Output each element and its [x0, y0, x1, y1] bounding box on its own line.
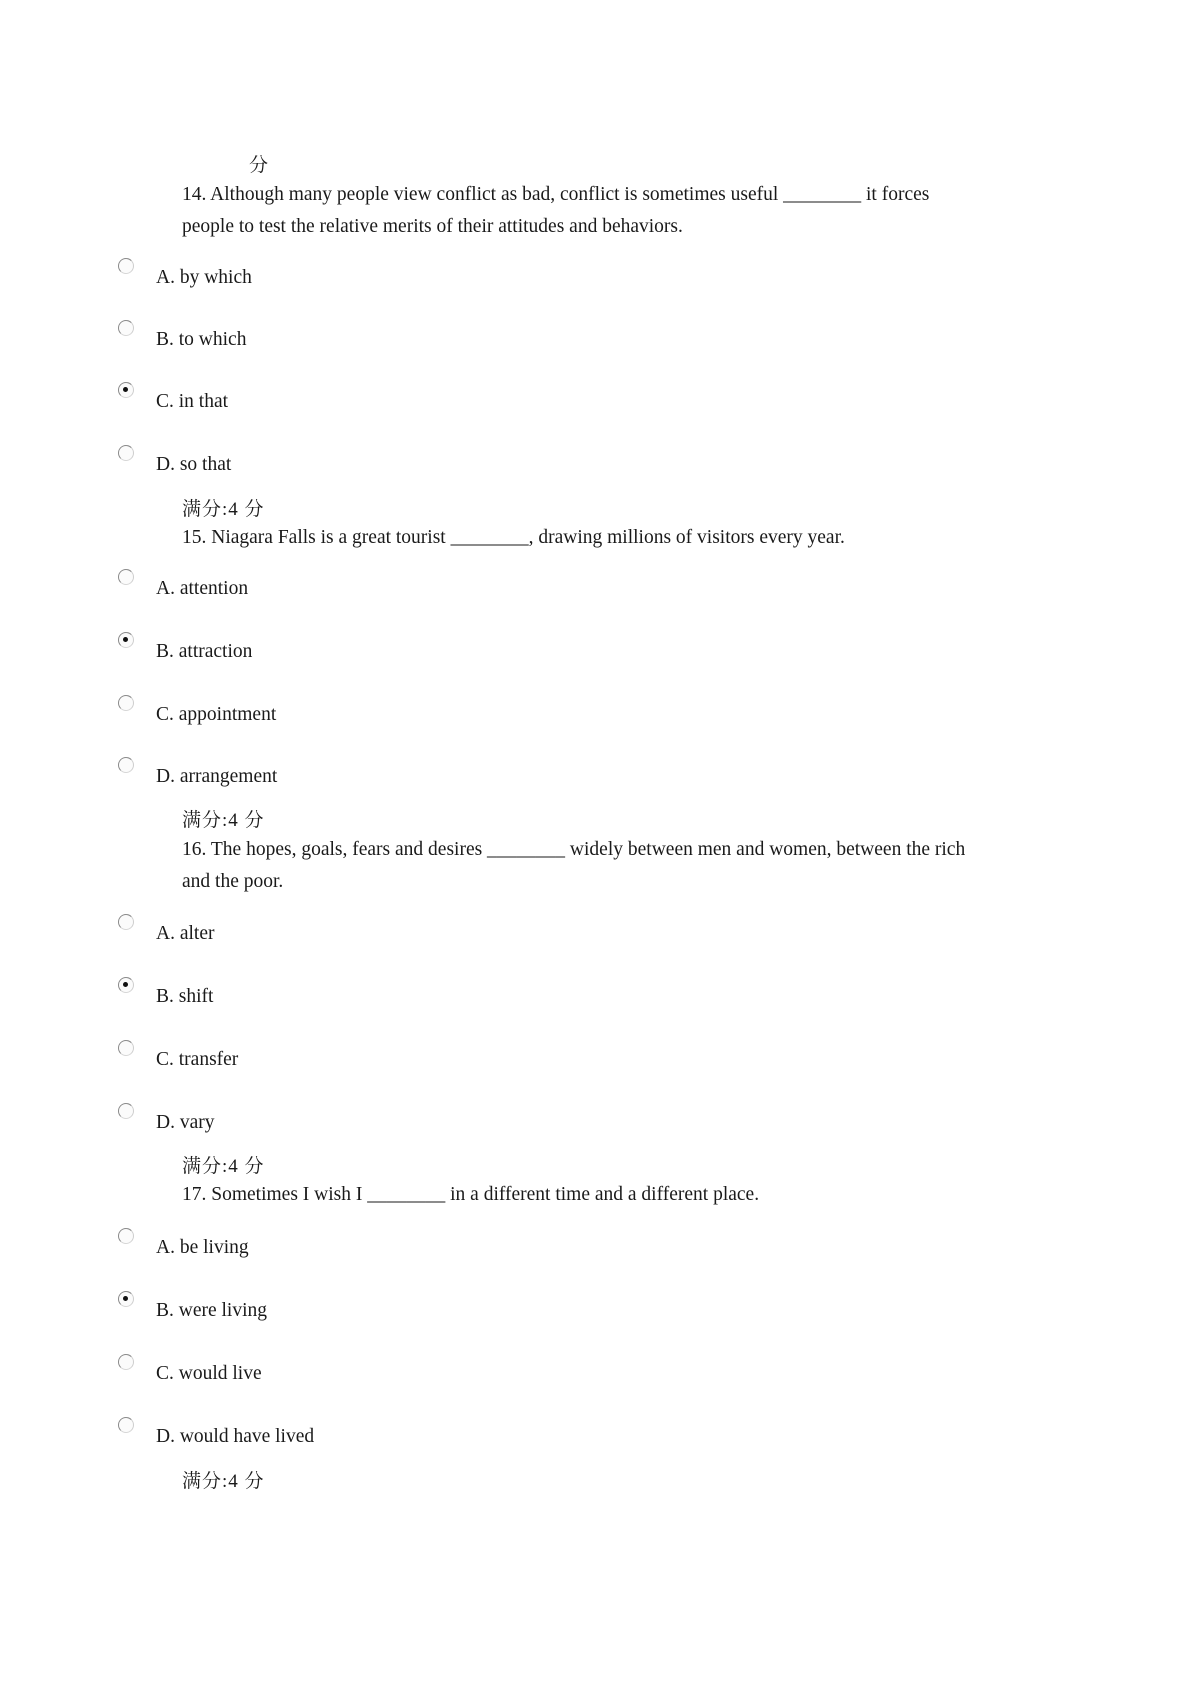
q15-option-a-label[interactable]: A. attention: [156, 578, 249, 599]
q17-score: 满分:4 分: [182, 1471, 265, 1492]
q17-option-c-label[interactable]: C. would live: [156, 1363, 262, 1384]
q16-option-b-label[interactable]: B. shift: [156, 986, 214, 1007]
q17-option-c-radio[interactable]: [118, 1354, 134, 1370]
q15-option-c-radio[interactable]: [118, 695, 134, 711]
q14-option-d-radio[interactable]: [118, 445, 134, 461]
q14-option-c-radio[interactable]: [118, 382, 134, 398]
q17-option-d-label[interactable]: D. would have lived: [156, 1426, 315, 1447]
q15-option-b-radio[interactable]: [118, 632, 134, 648]
question-15-text: 15. Niagara Falls is a great tourist ________, drawing millions of visitors every year.: [182, 527, 845, 548]
q16-score: 满分:4 分: [182, 1156, 265, 1177]
q17-option-d-radio[interactable]: [118, 1417, 134, 1433]
q14-option-d-label[interactable]: D. so that: [156, 454, 232, 475]
q15-option-c-label[interactable]: C. appointment: [156, 704, 277, 725]
q16-option-a-radio[interactable]: [118, 914, 134, 930]
question-16-text: 16. The hopes, goals, fears and desires ________ widely between men and women, between the rich and the poor.: [182, 839, 966, 892]
q16-option-a-label[interactable]: A. alter: [156, 923, 215, 944]
question-14-text: 14. Although many people view conflict as bad, conflict is sometimes useful ________ it forces people to test the relative merits of their attitudes and behaviors.: [182, 184, 930, 237]
q14-option-c-label[interactable]: C. in that: [156, 391, 229, 412]
radio-dot: [123, 1296, 128, 1301]
q14-score: 满分:4 分: [182, 499, 265, 520]
q17-option-b-label[interactable]: B. were living: [156, 1300, 268, 1321]
q15-option-a-radio[interactable]: [118, 569, 134, 585]
radio-dot: [123, 982, 128, 987]
q15-option-d-label[interactable]: D. arrangement: [156, 766, 278, 787]
q14-option-a-radio[interactable]: [118, 258, 134, 274]
q17-option-a-label[interactable]: A. be living: [156, 1237, 249, 1258]
radio-dot: [123, 637, 128, 642]
q14-option-b-radio[interactable]: [118, 320, 134, 336]
q16-option-c-label[interactable]: C. transfer: [156, 1049, 239, 1070]
radio-dot: [123, 387, 128, 392]
q16-option-d-radio[interactable]: [118, 1103, 134, 1119]
q16-option-c-radio[interactable]: [118, 1040, 134, 1056]
q15-option-b-label[interactable]: B. attraction: [156, 641, 253, 662]
q17-option-a-radio[interactable]: [118, 1228, 134, 1244]
q15-option-d-radio[interactable]: [118, 757, 134, 773]
question-17-text: 17. Sometimes I wish I ________ in a different time and a different place.: [182, 1184, 760, 1205]
q16-option-d-label[interactable]: D. vary: [156, 1112, 215, 1133]
q14-option-b-label[interactable]: B. to which: [156, 329, 247, 350]
q16-option-b-radio[interactable]: [118, 977, 134, 993]
previous-score-fragment: 分: [249, 155, 269, 176]
q15-score: 满分:4 分: [182, 810, 265, 831]
q14-option-a-label[interactable]: A. by which: [156, 267, 252, 288]
q17-option-b-radio[interactable]: [118, 1291, 134, 1307]
